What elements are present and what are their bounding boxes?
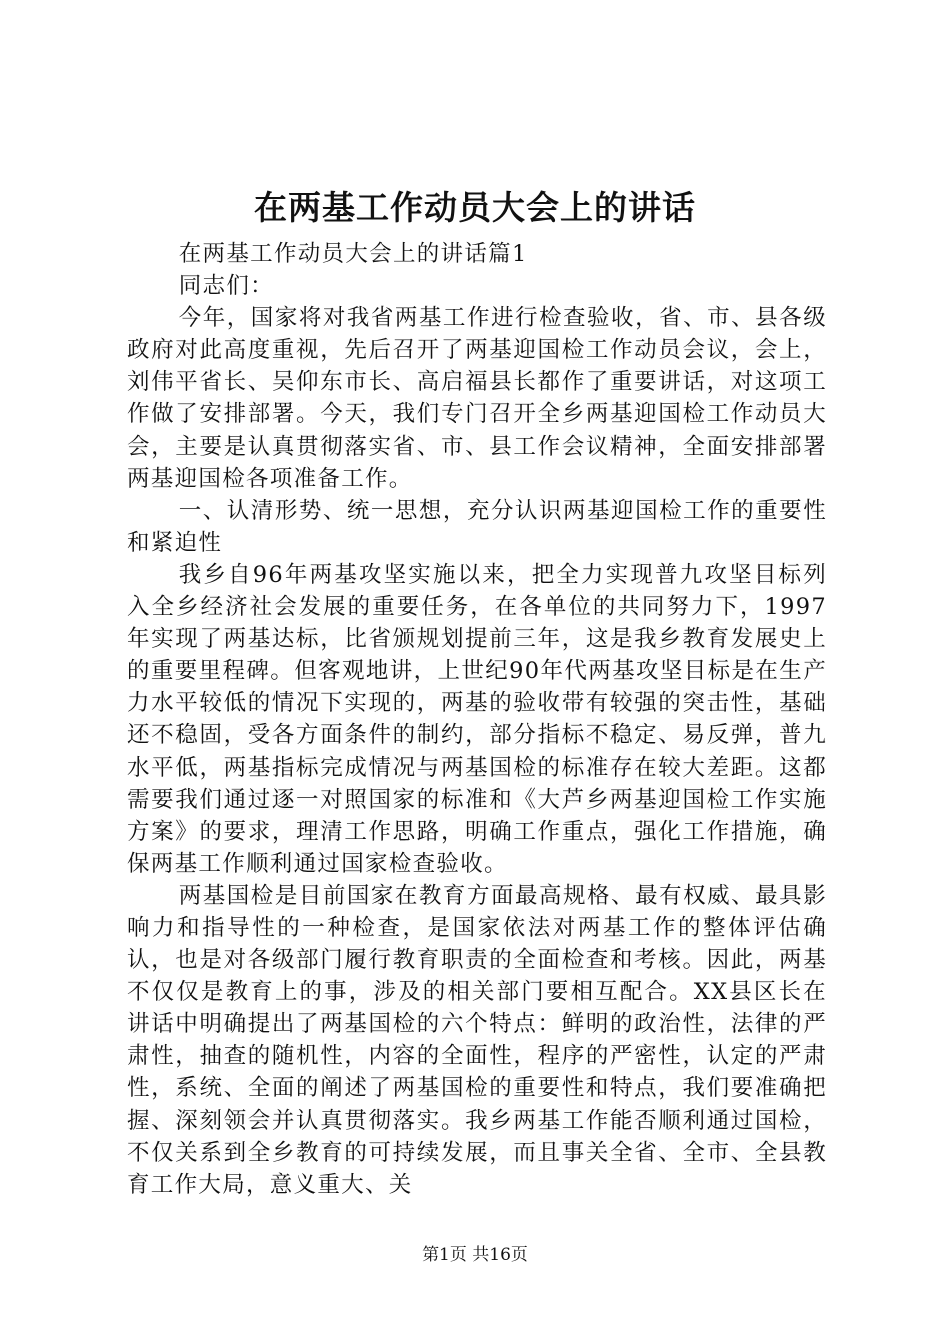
document-title: 在两基工作动员大会上的讲话 <box>254 188 696 227</box>
body-paragraph: 今年，国家将对我省两基工作进行检查验收，省、市、县各级政府对此高度重视，先后召开了两基迎国检工作动员会议，会上，刘伟平省长、吴仰东市长、高启福县长都作了重要讲话，对这项工作做了安排部署。今天，我们专门召开全乡两基迎国检工作动员大会，主要是认真贯彻落实省、市、县工作会议精神，全面安排部署两基迎国检各项准备工作。 <box>127 305 827 492</box>
subtitle-paragraph: 在两基工作动员大会上的讲话篇1 <box>178 241 528 267</box>
salutation-paragraph: 同志们： <box>178 273 274 300</box>
page-footer: 第1页 共16页 <box>422 1245 528 1265</box>
body-paragraph: 我乡自96年两基攻坚实施以来，把全力实现普九攻坚目标列入全乡经济社会发展的重要任务，在各单位的共同努力下，1997年实现了两基达标，比省颁规划提前三年，这是我乡教育发展史上的重要里程碑。但客观地讲，上世纪90年代两基攻坚目标是在生产力水平较低的情况下实现的，两基的验收带有较强的突击性，基础还不稳固，受各方面条件的制约，部分指标不稳定、易反弹，普九水平低，两基指标完成情况与两基国检的标准存在较大差距。这都需要我们通过逐一对照国家的标准和《大芦乡两基迎国检工作实施方案》的要求，理清工作思路，明确工作重点，强化工作措施，确保两基工作顺利通过国家检查验收。 <box>127 561 827 877</box>
section-heading: 一、认清形势、统一思想，充分认识两基迎国检工作的重要性和紧迫性 <box>127 497 827 556</box>
document-body <box>127 210 827 1201</box>
body-paragraph: 两基国检是目前国家在教育方面最高规格、最有权威、最具影响力和指导性的一种检查，是国家依法对两基工作的整体评估确认，也是对各级部门履行教育职责的全面检查和考核。因此，两基不仅仅是教育上的事，涉及的相关部门要相互配合。XX县区长在讲话中明确提出了两基国检的六个特点：鲜明的政治性，法律的严肃性，抽查的随机性，内容的全面性，程序的严密性，认定的严肃性，系统、全面的阐述了两基国检的重要性和特点，我们要准确把握、深刻领会并认真贯彻落实。我乡两基工作能否顺利通过国检，不仅关系到全乡教育的可持续发展，而且事关全省、全市、全县教育工作大局，意义重大、关 <box>127 882 827 1198</box>
